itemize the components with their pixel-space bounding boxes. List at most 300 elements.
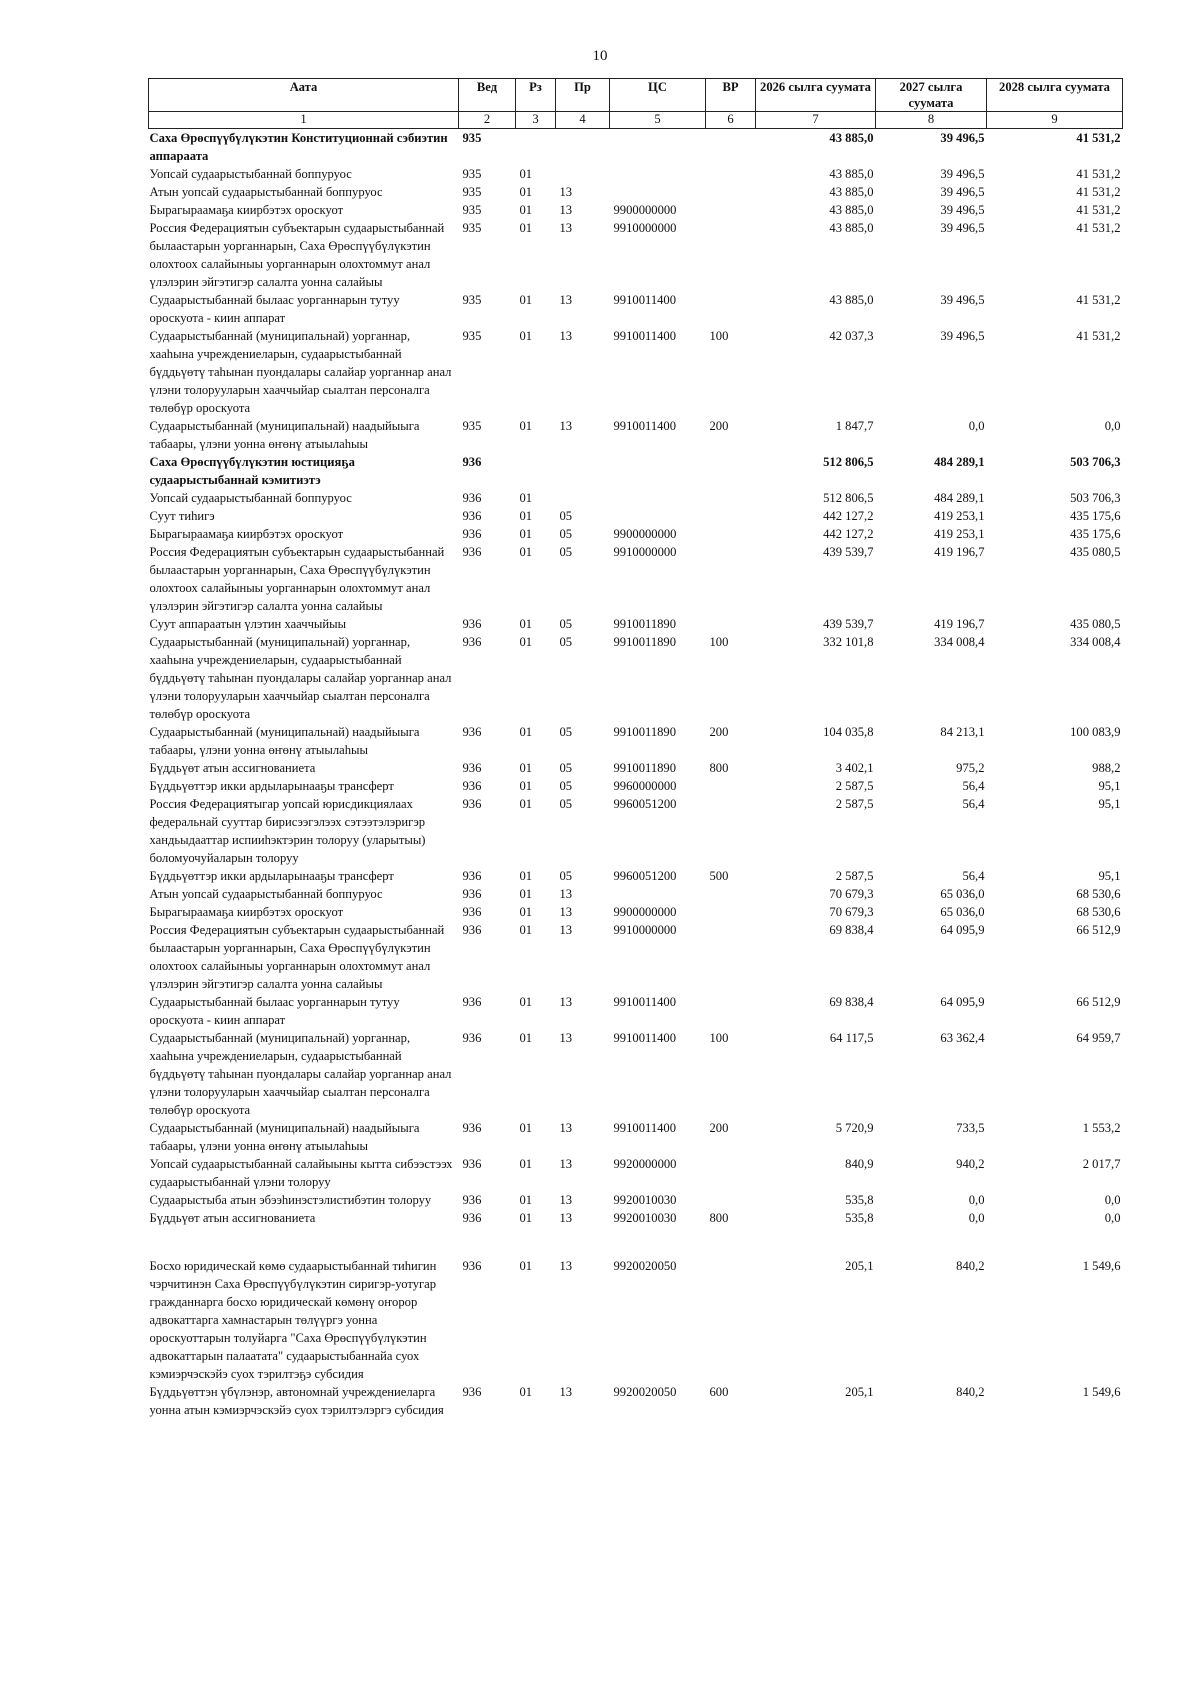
table-row bbox=[149, 489, 1123, 507]
rz-cell: 01 bbox=[519, 923, 533, 937]
vr-cell bbox=[706, 525, 756, 543]
amount-2028-cell: 100 083,9 bbox=[1070, 725, 1121, 739]
cs-cell: 9900000000 bbox=[613, 905, 677, 919]
vr-cell bbox=[706, 615, 756, 633]
table-row bbox=[149, 777, 1123, 795]
vr-cell bbox=[706, 489, 756, 507]
ved-cell: 936 bbox=[462, 761, 482, 775]
amount-2028-cell: 435 175,6 bbox=[1070, 527, 1121, 541]
amount-2027-cell: 975,2 bbox=[956, 761, 985, 775]
amount-2027-cell: 840,2 bbox=[956, 1259, 985, 1273]
pr-cell: 13 bbox=[559, 1121, 573, 1135]
amount-2028-cell: 66 512,9 bbox=[1076, 923, 1121, 937]
rz-cell: 01 bbox=[519, 1211, 533, 1225]
amount-2026-cell: 43 885,0 bbox=[829, 203, 874, 217]
table-row bbox=[149, 417, 1123, 453]
vr-cell: 500 bbox=[709, 869, 729, 883]
vr-cell: 100 bbox=[709, 1031, 729, 1045]
row-name-cell: Саха Өрөспүүбүлүкэтин юстицияҕа судаарыстыбаннай кэмитиэтэ bbox=[149, 455, 355, 487]
amount-2028-cell: 503 706,3 bbox=[1070, 491, 1121, 505]
row-name-cell: Уопсай судаарыстыбаннай боппуруос bbox=[149, 167, 352, 181]
rz-cell: 01 bbox=[519, 545, 533, 559]
pr-cell: 13 bbox=[559, 419, 573, 433]
amount-2027-cell: 419 196,7 bbox=[934, 617, 985, 631]
table-row bbox=[149, 507, 1123, 525]
amount-2028-cell: 0,0 bbox=[1104, 1193, 1121, 1207]
vr-cell: 600 bbox=[709, 1385, 729, 1399]
row-name-cell: Уопсай судаарыстыбаннай салайыыны кытта сибээстээх судаарыстыбаннай үлэни толоруу bbox=[149, 1157, 453, 1189]
vr-cell bbox=[706, 993, 756, 1029]
row-name-cell: Россия Федерациятын субъектарын судаарыстыбаннай былаастарын уорганнарын, Саха Өрөспүүбүлүкэтин олохтоох салайыныы уорганнарын олохтоммут анал үлэлэрин эйгэтигэр салалта уонна салайыы bbox=[149, 923, 445, 991]
rz-cell: 01 bbox=[519, 221, 533, 235]
amount-2026-cell: 439 539,7 bbox=[823, 545, 874, 559]
row-name-cell: Бүддьүөттэр икки ардыларынааҕы трансферт bbox=[149, 869, 394, 883]
table-row bbox=[149, 867, 1123, 885]
amount-2027-cell: 39 496,5 bbox=[940, 131, 985, 145]
rz-cell: 01 bbox=[519, 1031, 533, 1045]
amount-2027-cell: 0,0 bbox=[968, 419, 985, 433]
amount-2028-cell: 41 531,2 bbox=[1076, 167, 1121, 181]
rz-cell: 01 bbox=[519, 725, 533, 739]
row-name-cell: Судаарыстыбаннай былаас уорганнарын тутуу ороскуота - киин аппарат bbox=[149, 995, 400, 1027]
amount-2026-cell: 43 885,0 bbox=[829, 131, 874, 145]
table-row bbox=[149, 219, 1123, 291]
ved-cell: 936 bbox=[462, 1259, 482, 1273]
pr-cell: 05 bbox=[559, 797, 573, 811]
cs-cell: 9960051200 bbox=[613, 869, 677, 883]
pr-cell: 05 bbox=[559, 509, 573, 523]
vr-cell: 200 bbox=[709, 1121, 729, 1135]
vr-cell: 100 bbox=[709, 635, 729, 649]
amount-2027-cell: 39 496,5 bbox=[940, 221, 985, 235]
amount-2027-cell: 64 095,9 bbox=[940, 923, 985, 937]
table-row bbox=[149, 1155, 1123, 1191]
row-name-cell: Россия Федерациятыгар уопсай юрисдикциялаах федеральнай сууттар бирисээгэлээх сэтээтэлэригэр хандьыдааттар испииһэктэрин толоруу (уларытыы) боломуочуйаларын толоруу bbox=[149, 797, 426, 865]
cs-cell: 9910011400 bbox=[613, 1121, 677, 1135]
column-number: 2 bbox=[459, 112, 516, 129]
cs-cell: 9910000000 bbox=[613, 545, 677, 559]
ved-cell: 935 bbox=[462, 419, 482, 433]
row-name-cell: Атын уопсай судаарыстыбаннай боппуруос bbox=[149, 887, 383, 901]
ved-cell: 936 bbox=[462, 1385, 482, 1399]
amount-2027-cell: 84 213,1 bbox=[940, 725, 985, 739]
ved-cell: 936 bbox=[462, 779, 482, 793]
cs-cell bbox=[610, 129, 706, 166]
amount-2027-cell: 56,4 bbox=[962, 797, 985, 811]
column-number: 6 bbox=[706, 112, 756, 129]
row-name-cell: Бүддьүөт атын ассигнованиета bbox=[149, 761, 316, 775]
ved-cell: 935 bbox=[462, 221, 482, 235]
amount-2027-cell: 0,0 bbox=[968, 1211, 985, 1225]
cs-cell: 9920010030 bbox=[613, 1193, 677, 1207]
amount-2027-cell: 484 289,1 bbox=[934, 491, 985, 505]
table-row bbox=[149, 1119, 1123, 1155]
row-name-cell: Судаарыстыбаннай (муниципальнай) уорганнар, хааһына учреждениеларын, судаарыстыбаннай бүддьүөтү таһынан пуондалары салайар уорганнар анал үлэни толорууларын хааччыйар сыалтан персоналга төлөбүр ороскуота bbox=[149, 1031, 452, 1117]
vr-cell bbox=[706, 219, 756, 291]
rz-cell: 01 bbox=[519, 419, 533, 433]
amount-2026-cell: 442 127,2 bbox=[823, 527, 874, 541]
row-name-cell: Бүддьүөттэн үбүлэнэр, автономнай учреждениеларга уонна атын кэмиэрчэскэйэ суох тэрилтэлэргэ субсидия bbox=[149, 1385, 444, 1417]
vr-cell bbox=[706, 1155, 756, 1191]
table-row bbox=[149, 1029, 1123, 1119]
cs-cell: 9910011890 bbox=[613, 761, 677, 775]
amount-2027-cell: 419 196,7 bbox=[934, 545, 985, 559]
cs-cell bbox=[610, 183, 706, 201]
amount-2026-cell: 332 101,8 bbox=[823, 635, 874, 649]
table-row bbox=[149, 1191, 1123, 1209]
amount-2026-cell: 3 402,1 bbox=[835, 761, 874, 775]
rz-cell: 01 bbox=[519, 905, 533, 919]
amount-2026-cell: 69 838,4 bbox=[829, 995, 874, 1009]
amount-2027-cell: 0,0 bbox=[968, 1193, 985, 1207]
amount-2028-cell: 1 553,2 bbox=[1082, 1121, 1121, 1135]
amount-2028-cell: 95,1 bbox=[1098, 869, 1121, 883]
pr-cell: 13 bbox=[559, 203, 573, 217]
rz-cell: 01 bbox=[519, 995, 533, 1009]
pr-cell: 13 bbox=[559, 1385, 573, 1399]
amount-2027-cell: 39 496,5 bbox=[940, 293, 985, 307]
amount-2026-cell: 2 587,5 bbox=[835, 797, 874, 811]
table-row bbox=[149, 921, 1123, 993]
amount-2027-cell: 840,2 bbox=[956, 1385, 985, 1399]
column-number-row bbox=[149, 112, 1123, 129]
pr-cell: 05 bbox=[559, 779, 573, 793]
table-row bbox=[149, 201, 1123, 219]
pr-cell: 13 bbox=[559, 293, 573, 307]
pr-cell: 13 bbox=[559, 1157, 573, 1171]
vr-cell: 800 bbox=[709, 761, 729, 775]
row-name-cell: Атын уопсай судаарыстыбаннай боппуруос bbox=[149, 185, 383, 199]
pr-cell: 05 bbox=[559, 869, 573, 883]
row-name-cell: Бырагыраамаҕа киирбэтэх ороскуот bbox=[149, 905, 344, 919]
amount-2026-cell: 512 806,5 bbox=[823, 455, 874, 469]
pr-cell: 13 bbox=[559, 1031, 573, 1045]
ved-cell: 936 bbox=[462, 491, 482, 505]
pr-cell: 05 bbox=[559, 761, 573, 775]
header-row bbox=[149, 79, 1123, 112]
rz-cell: 01 bbox=[519, 617, 533, 631]
rz-cell bbox=[516, 129, 556, 166]
amount-2026-cell: 43 885,0 bbox=[829, 185, 874, 199]
column-header-pr: Пр bbox=[556, 79, 610, 112]
rz-cell: 01 bbox=[519, 527, 533, 541]
column-number: 9 bbox=[987, 112, 1123, 129]
row-name-cell: Босхо юридическай көмө судаарыстыбаннай тиһигин чэрчитинэн Саха Өрөспүүбүлүкэтин сиригэр-уотугар гражданнарга босхо юридическай көмөнү оҥорор адвокаттарга хамнастарын төлүүргэ уонна ороскуоттарын толуйарга "Саха Өрөспүүбүлүкэтин адвокаттарын палаатата" судаарыстыбаннайа суох кэмиэрчэскэйэ суох тэрилтэҕэ субсидия bbox=[149, 1259, 437, 1381]
amount-2027-cell: 39 496,5 bbox=[940, 203, 985, 217]
column-header-rz: Рз bbox=[516, 79, 556, 112]
row-name-cell: Судаарыстыбаннай (муниципальнай) наадыйыыга табаары, үлэни уонна өҥөнү атыылаһыы bbox=[149, 725, 420, 757]
pr-cell: 13 bbox=[559, 329, 573, 343]
rz-cell: 01 bbox=[519, 1193, 533, 1207]
cs-cell bbox=[610, 165, 706, 183]
vr-cell: 100 bbox=[709, 329, 729, 343]
table-row bbox=[149, 993, 1123, 1029]
ved-cell: 935 bbox=[462, 203, 482, 217]
amount-2028-cell: 988,2 bbox=[1092, 761, 1121, 775]
amount-2026-cell: 43 885,0 bbox=[829, 167, 874, 181]
table-row bbox=[149, 885, 1123, 903]
amount-2027-cell: 733,5 bbox=[956, 1121, 985, 1135]
ved-cell: 936 bbox=[462, 1157, 482, 1171]
cs-cell: 9910011400 bbox=[613, 293, 677, 307]
rz-cell: 01 bbox=[519, 887, 533, 901]
cs-cell bbox=[610, 507, 706, 525]
ved-cell: 935 bbox=[462, 167, 482, 181]
row-name-cell: Суут аппараатын үлэтин хааччыйыы bbox=[149, 617, 347, 631]
pr-cell: 05 bbox=[559, 635, 573, 649]
amount-2026-cell: 535,8 bbox=[845, 1193, 874, 1207]
amount-2026-cell: 104 035,8 bbox=[823, 725, 874, 739]
cs-cell: 9960051200 bbox=[613, 797, 677, 811]
pr-cell: 13 bbox=[559, 1193, 573, 1207]
page-number: 10 bbox=[592, 48, 608, 64]
row-name-cell: Уопсай судаарыстыбаннай боппуруос bbox=[149, 491, 352, 505]
row-name-cell: Бырагыраамаҕа киирбэтэх ороскуот bbox=[149, 527, 344, 541]
amount-2026-cell: 42 037,3 bbox=[829, 329, 874, 343]
rz-cell: 01 bbox=[519, 491, 533, 505]
rz-cell: 01 bbox=[519, 1385, 533, 1399]
amount-2026-cell: 512 806,5 bbox=[823, 491, 874, 505]
pr-cell: 13 bbox=[559, 887, 573, 901]
pr-cell: 13 bbox=[559, 923, 573, 937]
ved-cell: 936 bbox=[462, 725, 482, 739]
rz-cell: 01 bbox=[519, 779, 533, 793]
amount-2026-cell: 535,8 bbox=[845, 1211, 874, 1225]
column-header-name: Аата bbox=[149, 79, 459, 112]
row-name-cell: Россия Федерациятын субъектарын судаарыстыбаннай былаастарын уорганнарын, Саха Өрөспүүбүлүкэтин олохтоох салайыныы уорганнарын олохтоммут анал үлэлэрин эйгэтигэр салалта уонна салайыы bbox=[149, 545, 445, 613]
amount-2027-cell: 419 253,1 bbox=[934, 509, 985, 523]
table-row bbox=[149, 291, 1123, 327]
column-number: 8 bbox=[876, 112, 987, 129]
pr-cell: 05 bbox=[559, 617, 573, 631]
table-body bbox=[149, 129, 1123, 1420]
table-row bbox=[149, 1227, 1123, 1383]
rz-cell: 01 bbox=[519, 635, 533, 649]
ved-cell: 936 bbox=[462, 1121, 482, 1135]
row-name-cell: Судаарыстыбаннай былаас уорганнарын тутуу ороскуота - киин аппарат bbox=[149, 293, 400, 325]
amount-2026-cell: 439 539,7 bbox=[823, 617, 874, 631]
vr-cell bbox=[706, 507, 756, 525]
cs-cell bbox=[610, 489, 706, 507]
cs-cell: 9910011400 bbox=[613, 329, 677, 343]
cs-cell bbox=[610, 453, 706, 489]
vr-cell bbox=[706, 165, 756, 183]
pr-cell: 13 bbox=[559, 1211, 573, 1225]
vr-cell bbox=[706, 291, 756, 327]
amount-2027-cell: 940,2 bbox=[956, 1157, 985, 1171]
ved-cell: 936 bbox=[462, 1211, 482, 1225]
rz-cell: 01 bbox=[519, 329, 533, 343]
cs-cell: 9920000000 bbox=[613, 1157, 677, 1171]
cs-cell: 9900000000 bbox=[613, 203, 677, 217]
rz-cell: 01 bbox=[519, 509, 533, 523]
table-row bbox=[149, 615, 1123, 633]
table-row bbox=[149, 129, 1123, 166]
column-number: 5 bbox=[610, 112, 706, 129]
cs-cell: 9920020050 bbox=[613, 1385, 677, 1399]
table-row bbox=[149, 633, 1123, 723]
amount-2028-cell: 503 706,3 bbox=[1070, 455, 1121, 469]
amount-2028-cell: 66 512,9 bbox=[1076, 995, 1121, 1009]
rz-cell: 01 bbox=[519, 185, 533, 199]
amount-2028-cell: 2 017,7 bbox=[1082, 1157, 1121, 1171]
ved-cell: 936 bbox=[462, 923, 482, 937]
vr-cell bbox=[706, 183, 756, 201]
table-row bbox=[149, 903, 1123, 921]
column-header-cs: ЦС bbox=[610, 79, 706, 112]
ved-cell: 936 bbox=[462, 1193, 482, 1207]
ved-cell: 936 bbox=[462, 617, 482, 631]
pr-cell bbox=[556, 129, 610, 166]
table-row bbox=[149, 795, 1123, 867]
amount-2028-cell: 41 531,2 bbox=[1076, 293, 1121, 307]
ved-cell: 936 bbox=[462, 905, 482, 919]
amount-2028-cell: 0,0 bbox=[1104, 419, 1121, 433]
cs-cell bbox=[610, 885, 706, 903]
column-header-2028: 2028 сылга суумата bbox=[987, 79, 1123, 112]
table-row bbox=[149, 183, 1123, 201]
cs-cell: 9910000000 bbox=[613, 923, 677, 937]
amount-2028-cell: 68 530,6 bbox=[1076, 905, 1121, 919]
vr-cell bbox=[706, 543, 756, 615]
rz-cell: 01 bbox=[519, 869, 533, 883]
amount-2026-cell: 70 679,3 bbox=[829, 887, 874, 901]
table-row bbox=[149, 327, 1123, 417]
amount-2026-cell: 205,1 bbox=[845, 1259, 874, 1273]
amount-2026-cell: 64 117,5 bbox=[829, 1031, 874, 1045]
column-number: 1 bbox=[149, 112, 459, 129]
table-row bbox=[149, 723, 1123, 759]
table-row bbox=[149, 165, 1123, 183]
amount-2028-cell: 334 008,4 bbox=[1070, 635, 1121, 649]
amount-2026-cell: 442 127,2 bbox=[823, 509, 874, 523]
rz-cell: 01 bbox=[519, 167, 533, 181]
budget-table bbox=[148, 78, 1123, 1419]
ved-cell: 936 bbox=[462, 797, 482, 811]
vr-cell bbox=[706, 795, 756, 867]
ved-cell: 936 bbox=[462, 509, 482, 523]
vr-cell bbox=[706, 1227, 756, 1383]
rz-cell: 01 bbox=[519, 1121, 533, 1135]
ved-cell: 935 bbox=[462, 131, 482, 145]
rz-cell: 01 bbox=[519, 203, 533, 217]
rz-cell bbox=[516, 453, 556, 489]
ved-cell: 936 bbox=[462, 869, 482, 883]
amount-2026-cell: 2 587,5 bbox=[835, 779, 874, 793]
vr-cell bbox=[706, 201, 756, 219]
pr-cell: 05 bbox=[559, 527, 573, 541]
pr-cell bbox=[556, 453, 610, 489]
ved-cell: 936 bbox=[462, 1031, 482, 1045]
row-name-cell: Судаарыстыба атын эбээһинэстэлистибэтин толоруу bbox=[149, 1193, 432, 1207]
pr-cell: 13 bbox=[559, 185, 573, 199]
amount-2026-cell: 43 885,0 bbox=[829, 293, 874, 307]
row-name-cell: Суут тиһигэ bbox=[149, 509, 215, 523]
table-row bbox=[149, 1209, 1123, 1227]
amount-2027-cell: 39 496,5 bbox=[940, 185, 985, 199]
amount-2027-cell: 56,4 bbox=[962, 869, 985, 883]
cs-cell: 9920010030 bbox=[613, 1211, 677, 1225]
rz-cell: 01 bbox=[519, 1259, 533, 1273]
pr-cell: 13 bbox=[559, 905, 573, 919]
cs-cell: 9960000000 bbox=[613, 779, 677, 793]
rz-cell: 01 bbox=[519, 797, 533, 811]
ved-cell: 935 bbox=[462, 329, 482, 343]
ved-cell: 936 bbox=[462, 527, 482, 541]
pr-cell: 13 bbox=[559, 1259, 573, 1273]
amount-2028-cell: 1 549,6 bbox=[1082, 1385, 1121, 1399]
amount-2026-cell: 1 847,7 bbox=[835, 419, 874, 433]
ved-cell: 936 bbox=[462, 545, 482, 559]
row-name-cell: Судаарыстыбаннай (муниципальнай) уорганнар, хааһына учреждениеларын, судаарыстыбаннай бүддьүөтү таһынан пуондалары салайар уорганнар анал үлэни толорууларын хааччыйар сыалтан персоналга төлөбүр ороскуота bbox=[149, 329, 452, 415]
amount-2027-cell: 39 496,5 bbox=[940, 167, 985, 181]
amount-2027-cell: 65 036,0 bbox=[940, 887, 985, 901]
row-name-cell: Судаарыстыбаннай (муниципальнай) наадыйыыга табаары, үлэни уонна өҥөнү атыылаһыы bbox=[149, 1121, 420, 1153]
amount-2028-cell: 435 080,5 bbox=[1070, 545, 1121, 559]
pr-cell: 13 bbox=[559, 221, 573, 235]
amount-2026-cell: 43 885,0 bbox=[829, 221, 874, 235]
cs-cell: 9910011400 bbox=[613, 995, 677, 1009]
column-header-2027: 2027 сылга суумата bbox=[876, 79, 987, 112]
amount-2027-cell: 64 095,9 bbox=[940, 995, 985, 1009]
cs-cell: 9910011400 bbox=[613, 1031, 677, 1045]
cs-cell: 9910011400 bbox=[613, 419, 677, 433]
column-number: 3 bbox=[516, 112, 556, 129]
amount-2027-cell: 65 036,0 bbox=[940, 905, 985, 919]
amount-2027-cell: 484 289,1 bbox=[934, 455, 985, 469]
column-number: 7 bbox=[756, 112, 876, 129]
table-row bbox=[149, 525, 1123, 543]
amount-2026-cell: 5 720,9 bbox=[835, 1121, 874, 1135]
vr-cell: 800 bbox=[709, 1211, 729, 1225]
column-header-2026: 2026 сылга суумата bbox=[756, 79, 876, 112]
row-name-cell: Бүддьүөт атын ассигнованиета bbox=[149, 1211, 316, 1225]
row-name-cell: Судаарыстыбаннай (муниципальнай) наадыйыыга табаары, үлэни уонна өҥөнү атыылаһыы bbox=[149, 419, 420, 451]
ved-cell: 936 bbox=[462, 995, 482, 1009]
ved-cell: 935 bbox=[462, 293, 482, 307]
amount-2027-cell: 39 496,5 bbox=[940, 329, 985, 343]
amount-2028-cell: 68 530,6 bbox=[1076, 887, 1121, 901]
ved-cell: 936 bbox=[462, 887, 482, 901]
amount-2028-cell: 41 531,2 bbox=[1076, 221, 1121, 235]
pr-cell: 13 bbox=[559, 995, 573, 1009]
amount-2028-cell: 435 175,6 bbox=[1070, 509, 1121, 523]
cs-cell: 9920020050 bbox=[613, 1259, 677, 1273]
amount-2026-cell: 840,9 bbox=[845, 1157, 874, 1171]
vr-cell: 200 bbox=[709, 725, 729, 739]
vr-cell: 200 bbox=[709, 419, 729, 433]
pr-cell: 05 bbox=[559, 725, 573, 739]
amount-2028-cell: 41 531,2 bbox=[1076, 185, 1121, 199]
amount-2026-cell: 69 838,4 bbox=[829, 923, 874, 937]
column-header-ved: Вед bbox=[459, 79, 516, 112]
amount-2026-cell: 205,1 bbox=[845, 1385, 874, 1399]
amount-2028-cell: 1 549,6 bbox=[1082, 1259, 1121, 1273]
amount-2028-cell: 41 531,2 bbox=[1076, 131, 1121, 145]
pr-cell: 05 bbox=[559, 545, 573, 559]
row-name-cell: Саха Өрөспүүбүлүкэтин Конституционнай сэбиэтин аппараата bbox=[149, 131, 448, 163]
amount-2027-cell: 334 008,4 bbox=[934, 635, 985, 649]
cs-cell: 9910011890 bbox=[613, 725, 677, 739]
table-row bbox=[149, 543, 1123, 615]
row-name-cell: Судаарыстыбаннай (муниципальнай) уорганнар, хааһына учреждениеларын, судаарыстыбаннай бүддьүөтү таһынан пуондалары салайар уорганнар анал үлэни толорууларын хааччыйар сыалтан персоналга төлөбүр ороскуота bbox=[149, 635, 452, 721]
vr-cell bbox=[706, 903, 756, 921]
table-row bbox=[149, 759, 1123, 777]
table-row bbox=[149, 453, 1123, 489]
amount-2028-cell: 95,1 bbox=[1098, 797, 1121, 811]
ved-cell: 936 bbox=[462, 635, 482, 649]
table-row bbox=[149, 1383, 1123, 1419]
